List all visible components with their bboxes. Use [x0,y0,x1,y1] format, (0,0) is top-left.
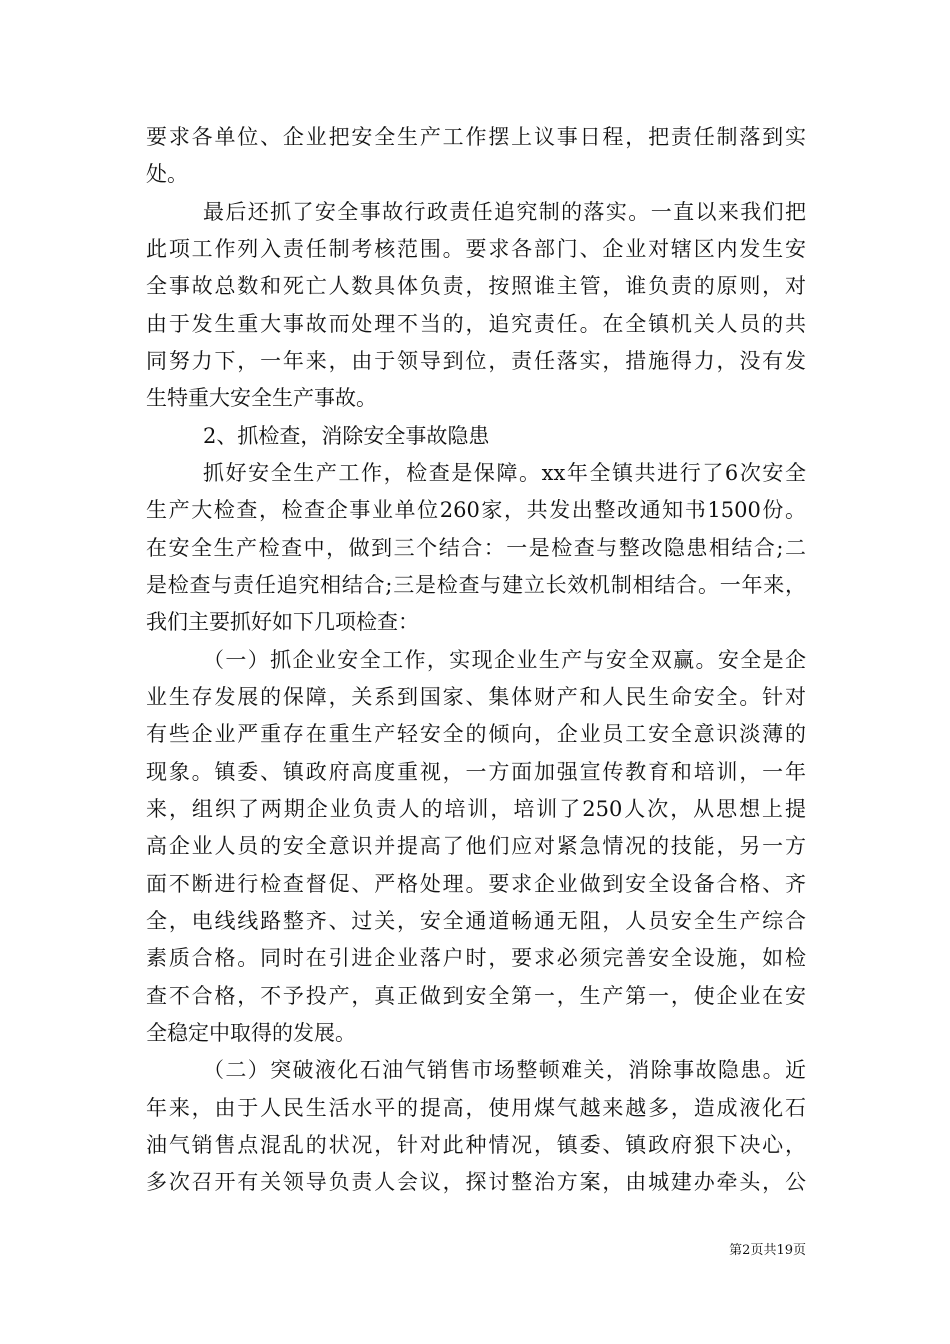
text-line: 生产大检查，检查企事业单位260家，共发出整改通知书1500份。 [146,498,806,522]
text-line: 要求各单位、企业把安全生产工作摆上议事日程，把责任制落到实 [146,125,806,149]
text-line: 多次召开有关领导负责人会议，探讨整治方案，由城建办牵头，公 [146,1170,806,1194]
text-line: （二）突破液化石油气销售市场整顿难关，消除事故隐患。近 [203,1058,806,1082]
text-line: 在安全生产检查中，做到三个结合：一是检查与整改隐患相结合;二 [146,536,806,560]
text-line: 最后还抓了安全事故行政责任追究制的落实。一直以来我们把 [203,200,806,224]
text-line: 同努力下，一年来，由于领导到位，责任落实，措施得力，没有发 [146,349,806,373]
text-line: 素质合格。同时在引进企业落户时，要求必须完善安全设施，如检 [146,946,806,970]
text-line: 查不合格，不予投产，真正做到安全第一，生产第一，使企业在安 [146,984,806,1008]
text-line: 我们主要抓好如下几项检查： [146,610,419,634]
text-line: 高企业人员的安全意识并提高了他们应对紧急情况的技能，另一方 [146,834,806,858]
text-line: 全稳定中取得的发展。 [146,1021,356,1045]
text-line: 全事故总数和死亡人数具体负责，按照谁主管，谁负责的原则，对 [146,274,806,298]
text-line: 是检查与责任追究相结合;三是检查与建立长效机制相结合。一年来， [146,573,806,597]
text-line: 面不断进行检查督促、严格处理。要求企业做到安全设备合格、齐 [146,872,806,896]
text-line: 现象。镇委、镇政府高度重视，一方面加强宣传教育和培训，一年 [146,760,806,784]
text-line: 年来，由于人民生活水平的提高，使用煤气越来越多，造成液化石 [146,1096,806,1120]
text-line: 有些企业严重存在重生产轻安全的倾向，企业员工安全意识淡薄的 [146,722,806,746]
text-line: 抓好安全生产工作，检查是保障。xx年全镇共进行了6次安全 [203,461,806,485]
text-line: 处。 [146,162,188,186]
section-heading: 2、抓检查，消除安全事故隐患 [203,424,490,448]
text-line: 生特重大安全生产事故。 [146,386,377,410]
text-line: 来，组织了两期企业负责人的培训，培训了250人次，从思想上提 [146,797,806,821]
text-line: 油气销售点混乱的状况，针对此种情况，镇委、镇政府狠下决心， [146,1133,806,1157]
text-line: 由于发生重大事故而处理不当的，追究责任。在全镇机关人员的共 [146,312,806,336]
text-line: （一）抓企业安全工作，实现企业生产与安全双赢。安全是企 [203,648,806,672]
text-line: 全，电线线路整齐、过关，安全通道畅通无阻，人员安全生产综合 [146,909,806,933]
text-line: 此项工作列入责任制考核范围。要求各部门、企业对辖区内发生安 [146,237,806,261]
page-number-footer: 第2页共19页 [729,1243,806,1258]
text-line: 业生存发展的保障，关系到国家、集体财产和人民生命安全。针对 [146,685,806,709]
